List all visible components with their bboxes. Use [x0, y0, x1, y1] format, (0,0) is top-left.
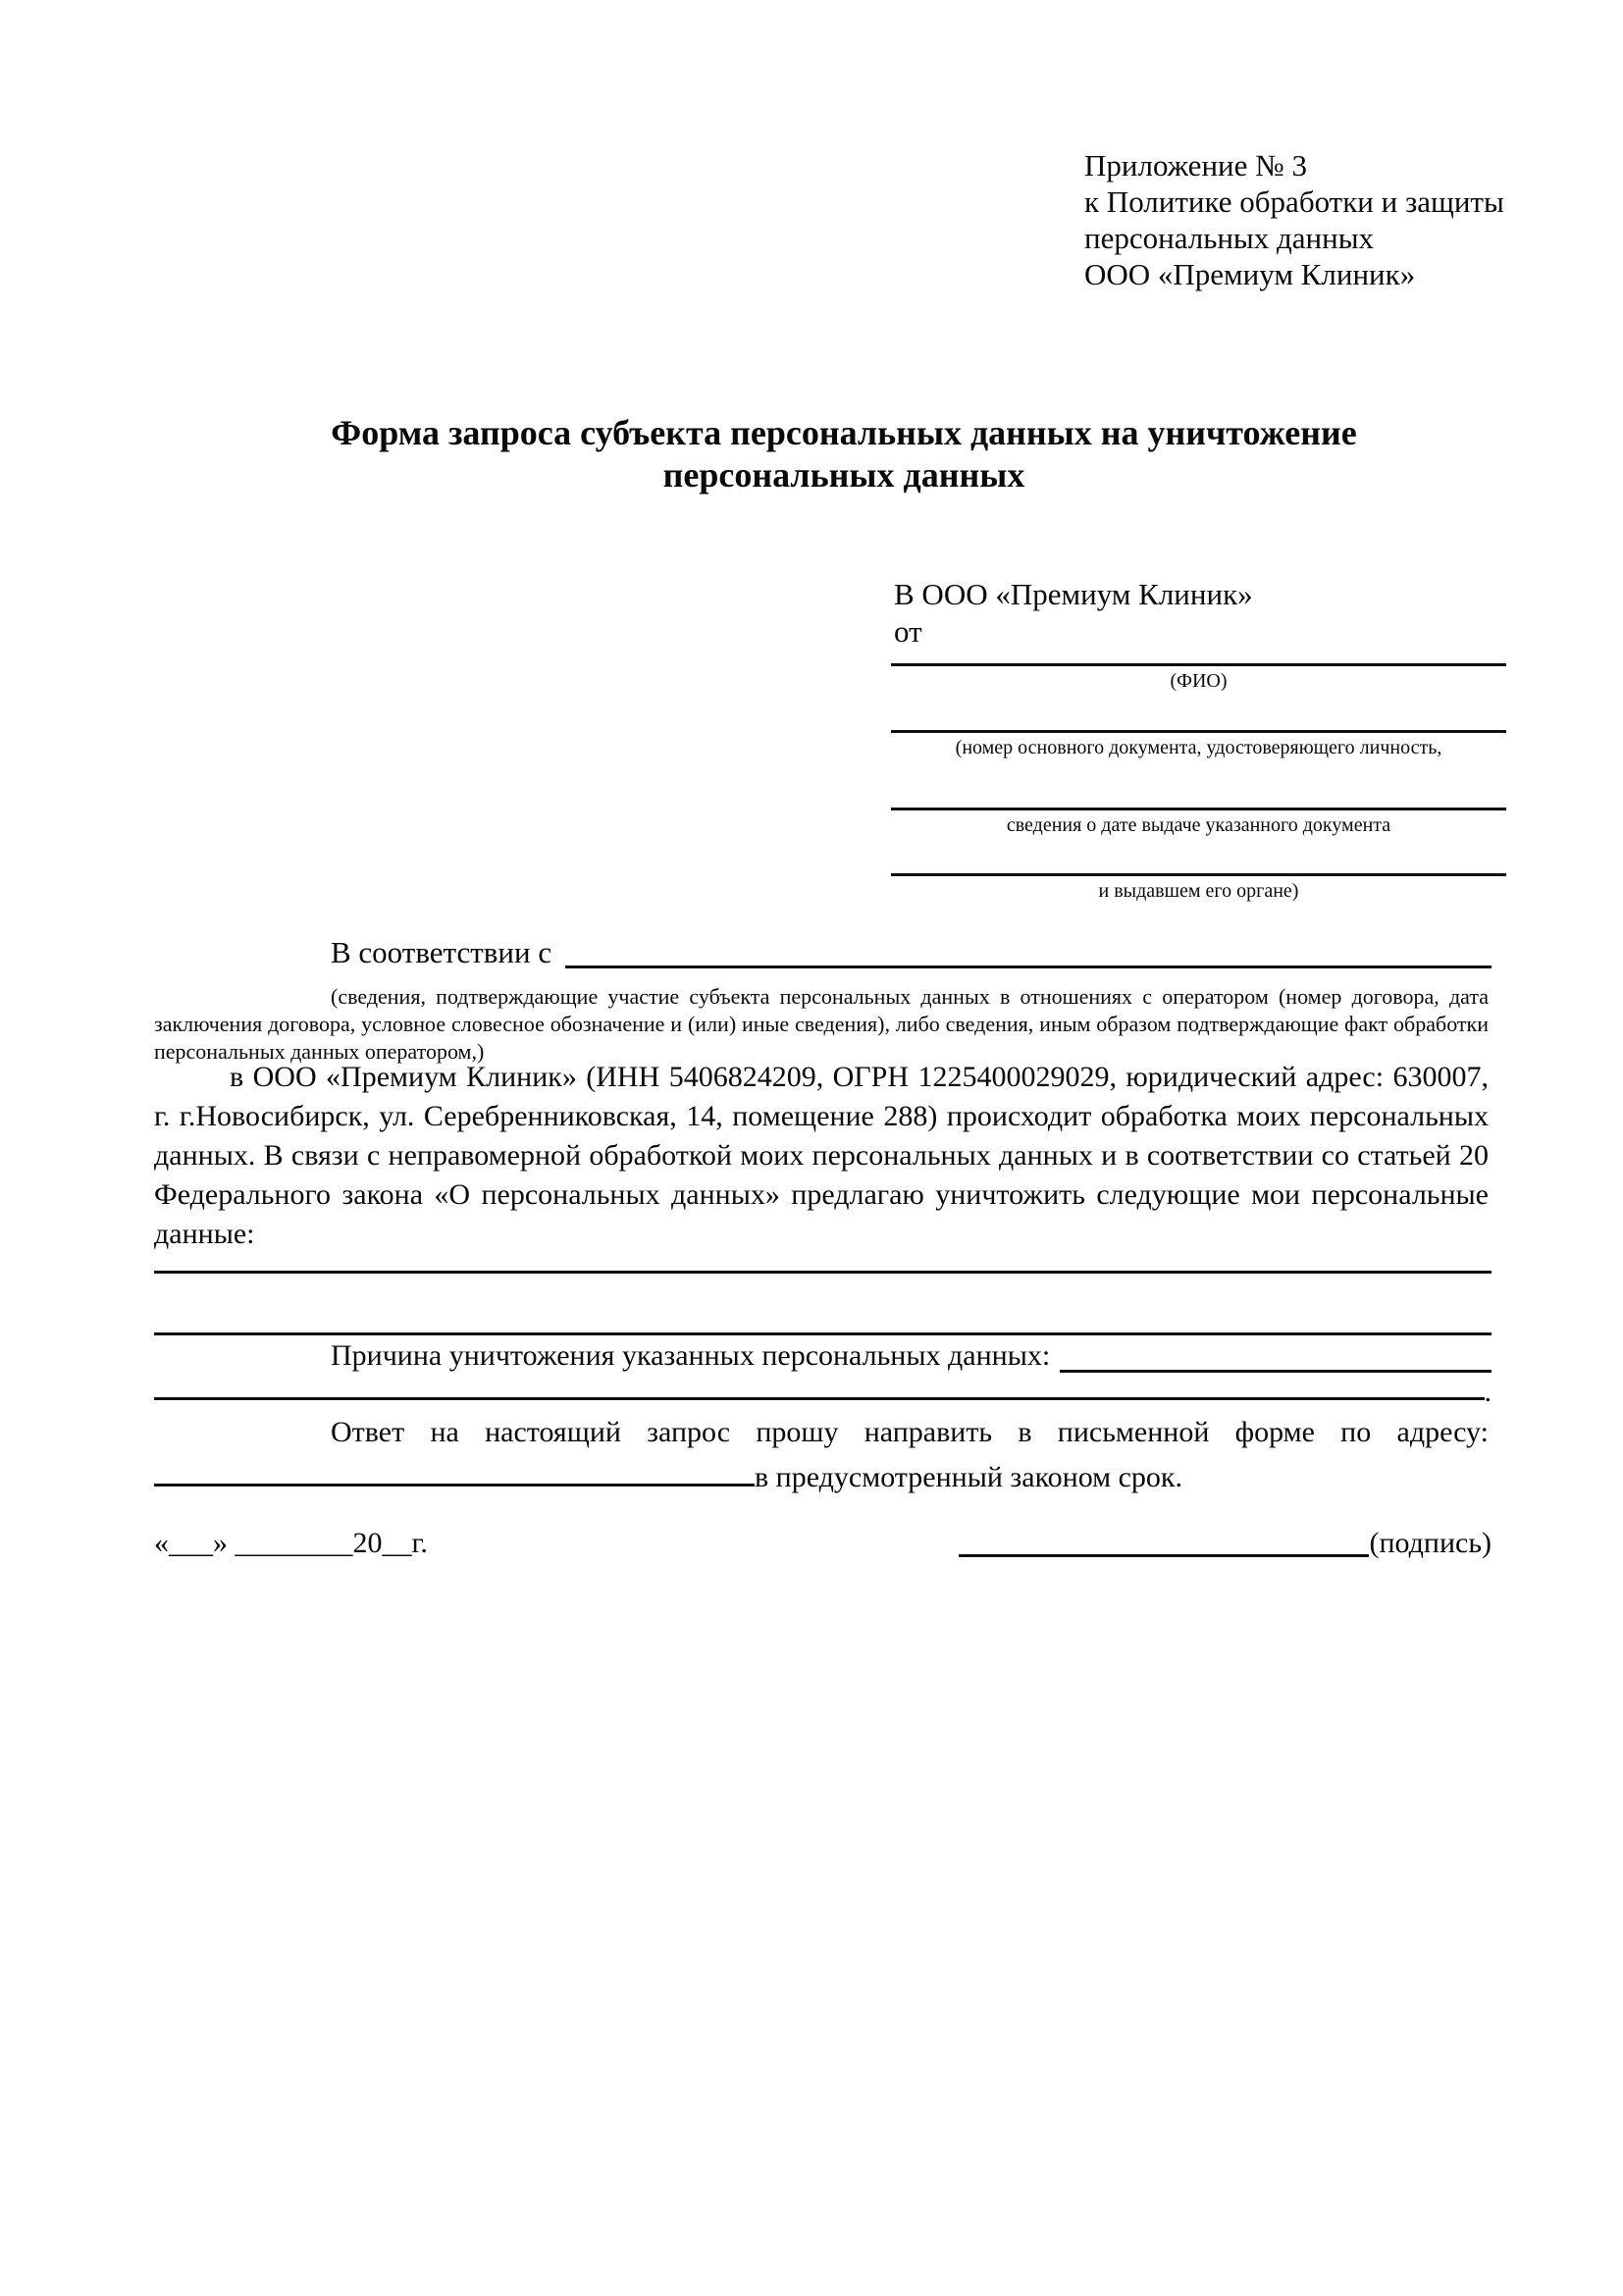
reason-line [154, 1334, 1492, 1378]
main-paragraph: в ООО «Премиум Клиник» (ИНН 5406824209, ОГРН 1225400029029, юридический адрес: 630007, г. г.Новосибирск, ул. Серебренниковская, 14, помещение 288) происходит обработка моих персональных данных. В связи с неправомерной обработкой моих персональных данных и в соответствии со статьей 20 Федерального закона «О персональных данных» предлагаю уничтожить следующие мои персональные данные: [154, 1061, 1489, 1250]
response-intro: Ответ на настоящий запрос прошу направить в письменной форме по адресу: [331, 1416, 1489, 1448]
accordance-prefix: В соответствии с [331, 935, 552, 969]
data-fill-in-line-1 [154, 1271, 1492, 1274]
response-paragraph [154, 1413, 1489, 1497]
response-suffix: в предусмотренный законом срок. [755, 1461, 1182, 1493]
fio-field-label: (ФИО) [1170, 670, 1228, 692]
annex-block [1084, 147, 1545, 292]
issuing-authority-field-label: и выдавшем его органе) [1098, 880, 1299, 902]
reason-fill-in-line-2 [154, 1397, 1485, 1400]
date-fill-in-template: «___» ________20__г. [154, 1527, 428, 1559]
explanatory-note: (сведения, подтверждающие участие субъекта персональных данных в отношениях с оператором (номер договора, дата заключения договора, условное словесное обозначение и (или) иные сведения), либо сведения, иным образом подтверждающие факт обработки персональных данных оператором,) [154, 984, 1489, 1064]
document-number-fill-in-line [891, 730, 1506, 733]
sentence-period: . [1484, 1376, 1492, 1408]
annex-line-1: Приложение № 3 [1084, 148, 1307, 183]
issue-date-fill-in-line [891, 808, 1506, 810]
signature-group [959, 1524, 1492, 1563]
signature-label: (подпись) [1369, 1527, 1492, 1559]
addressee-from: от [894, 614, 922, 649]
document-number-field-label: (номер основного документа, удостоверяющего личность, [955, 737, 1442, 758]
accordance-fill-in-line [565, 965, 1492, 968]
annex-line-2: к Политике обработки и защиты [1084, 184, 1504, 219]
reason-label: Причина уничтожения указанных персональных данных: [331, 1339, 1051, 1372]
accordance-line [154, 932, 1492, 973]
page-title-line-2: персональных данных [662, 455, 1025, 495]
reason-fill-in-line [1060, 1370, 1492, 1373]
signature-fill-in-line [959, 1554, 1369, 1557]
page-title-line-1: Форма запроса субъекта персональных данных на уничтожение [331, 413, 1357, 452]
date-signature-row [154, 1524, 1492, 1563]
annex-line-4: ООО «Премиум Клиник» [1084, 257, 1416, 291]
fio-fill-in-line [891, 663, 1506, 666]
addressee-to: В ООО «Премиум Клиник» [894, 577, 1253, 611]
address-fill-in-line [154, 1452, 755, 1487]
page-title [177, 412, 1511, 496]
issuing-authority-fill-in-line [891, 873, 1506, 876]
issue-date-field-label: сведения о дате выдаче указанного документа [1006, 814, 1391, 836]
annex-line-3: персональных данных [1084, 221, 1375, 255]
reason-continuation-line [154, 1376, 1492, 1408]
addressee-block [891, 577, 1506, 920]
